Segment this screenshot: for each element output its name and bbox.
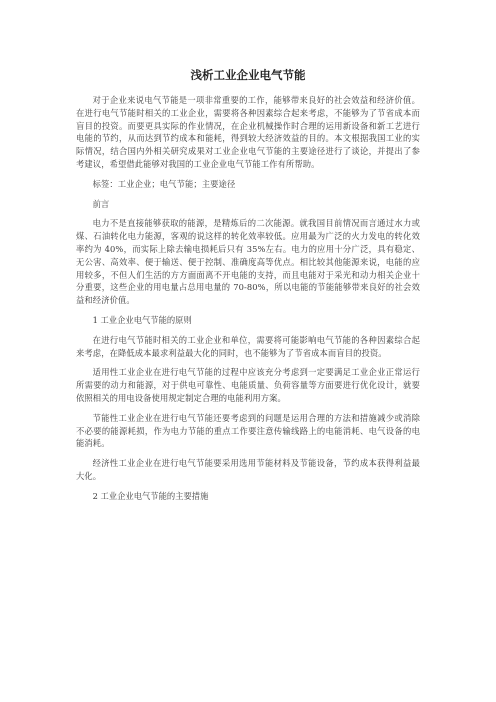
preface-paragraph: 电力不是直接能够获取的能源，是精炼后的二次能源。就我国目前情况而言通过水力或煤、石油转化电力能源，客观的说这样的转化效率较低。应用最为广泛的火力发电的转化效率约为 40%，而实际上除去输电损耗后只有 35%左右。电力的应用十分广泛，具有稳定、无公害、高效率、便于输送、便于控制、准确度高等优点。相比较其他能源来说，电能的应用较多，不但人们生活的方方面面离不开电能的支持，而且电能对于采光和动力相关企业十分重要，这些企业的用电量占总用电量的 70-80%，所以电能的节能能够带来良好的社会效益和经济价值。 — [76, 218, 420, 306]
preface-heading: 前言 — [92, 198, 110, 209]
abstract-paragraph: 对于企业来说电气节能是一项非常重要的工作，能够带来良好的社会效益和经济价值。在进行电气节能时相关的工业企业，需要将各种因素综合起来考虑，不能够为了节省成本而盲目的投资。而要更具实际的作业情况，在企业机械操作时合理的运用新设备和新工艺进行电能的节约，从而达到节约成本和能耗，得到较大经济效益的目的。本文根据我国工业的实际情况，结合国内外相关研究成果对工业企业电气节能的主要途径进行了谈论，并提出了参考建议，希望借此能够对我国的工业企业电气节能工作有所帮助。 — [76, 95, 420, 169]
section-1-heading: 1 工业企业电气节能的原则 — [92, 314, 192, 325]
section-1-paragraph: 节能性工业企业在进行电气节能还要考虑到的问题是运用合理的方法和措施减少或消除不必要的能源耗损，作为电力节能的重点工作要注意传输线路上的电能消耗、电气设备的电能消耗。 — [76, 412, 420, 449]
document-title: 浅析工业企业电气节能 — [190, 68, 306, 82]
section-1-paragraph: 在进行电气节能时相关的工业企业和单位，需要将可能影响电气节能的各种因素综合起来考虑，在降低成本最求利益最大化的同时，也不能够为了节省成本而盲目的投资。 — [76, 334, 420, 358]
document-body — [76, 94, 420, 510]
section-1-paragraph: 适用性工业企业在进行电气节能的过程中应该充分考虑到一定要满足工业企业正常运行所需要的动力和能源，对于供电可靠性、电能质量、负荷容量等方面要进行优化设计，就要依照相关的用电设备使用规定制定合理的电能利用方案。 — [76, 367, 420, 403]
section-1-paragraph: 经济性工业企业在进行电气节能要采用选用节能材料及节能设备，节约成本获得利益最大化。 — [76, 458, 420, 481]
keywords-line: 标签：工业企业；电气节能；主要途径 — [92, 178, 236, 189]
section-2-heading: 2 工业企业电气节能的主要措施 — [92, 490, 209, 501]
